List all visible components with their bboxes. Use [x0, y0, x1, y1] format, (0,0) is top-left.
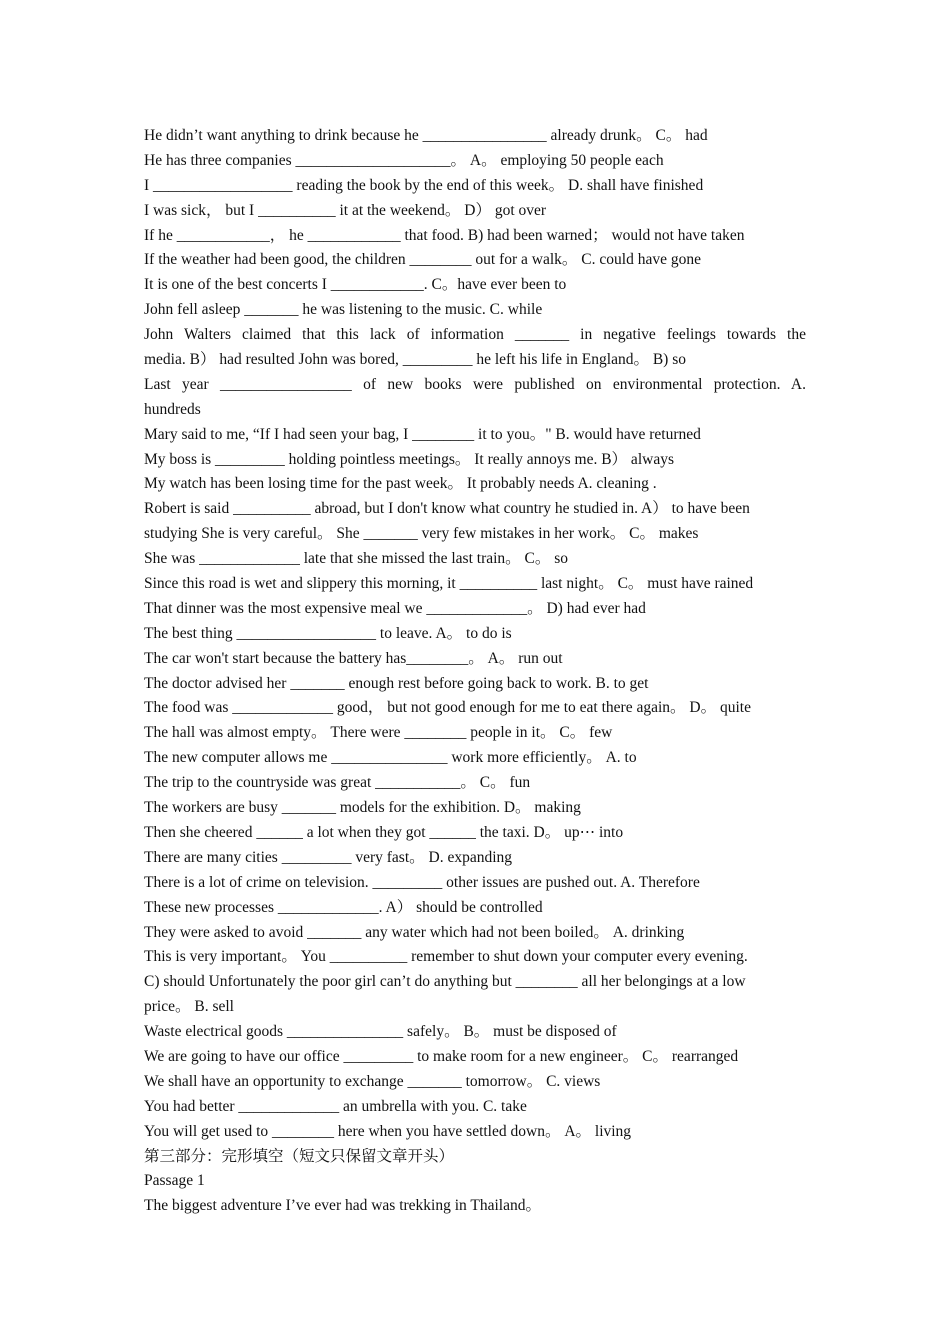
- text-line: The doctor advised her _______ enough rest before going back to work. B. to get: [144, 674, 649, 692]
- text-line: He didn’t want anything to drink because he ________________ already drunk。 C。 had: [144, 127, 708, 144]
- text-line: You had better _____________ an umbrella with you. C. take: [144, 1097, 527, 1115]
- text-line: My boss is _________ holding pointless meetings。 It really annoys me. B） always: [144, 450, 674, 468]
- text-line: He has three companies ____________________。 A。 employing 50 people each: [144, 151, 664, 169]
- text-line: There is a lot of crime on television. _________ other issues are pushed out. A. Therefore: [144, 873, 700, 891]
- text-line: The food was _____________ good， but not good enough for me to eat there again。 D。 quite: [144, 699, 751, 717]
- text-line: Waste electrical goods _______________ safely。 B。 must be disposed of: [144, 1023, 617, 1041]
- text-line: Last year _________________ of new books were published on environmental protection. A.: [144, 375, 806, 393]
- text-line: This is very important。 You __________ remember to shut down your computer every evening.: [144, 948, 748, 966]
- text-line: The hall was almost empty。 There were ________ people in it。 C。 few: [144, 724, 613, 742]
- section-heading: 第三部分：完形填空（短文只保留文章开头）: [144, 1147, 455, 1165]
- passage-title: Passage 1: [144, 1172, 205, 1190]
- text-line: She was _____________ late that she missed the last train。 C。 so: [144, 550, 569, 568]
- text-line: The best thing __________________ to leave. A。 to do is: [144, 624, 512, 642]
- text-line: These new processes _____________. A） should be controlled: [144, 898, 543, 916]
- text-line: The workers are busy _______ models for the exhibition. D。 making: [144, 799, 581, 817]
- text-line: The car won't start because the battery has________。 A。 run out: [144, 649, 563, 667]
- text-line: If the weather had been good, the children ________ out for a walk。 C. could have gone: [144, 251, 701, 269]
- text-line: We shall have an opportunity to exchange _______ tomorrow。 C. views: [144, 1072, 601, 1090]
- text-line: If he ____________， he ____________ that food. B) had been warned； would not have taken: [144, 226, 745, 244]
- text-line: hundreds: [144, 400, 201, 418]
- text-line: media. B） had resulted John was bored, _________ he left his life in England。 B) so: [144, 351, 686, 369]
- text-line: They were asked to avoid _______ any water which had not been boiled。 A. drinking: [144, 923, 685, 941]
- text-line: My watch has been losing time for the past week。 It probably needs A. cleaning .: [144, 475, 657, 493]
- text-line: It is one of the best concerts I ____________. C。have ever been to: [144, 276, 567, 294]
- text-line: We are going to have our office _________ to make room for a new engineer。 C。 rearranged: [144, 1047, 739, 1065]
- document-page: [144, 124, 806, 1219]
- text-line: John fell asleep _______ he was listening to the music. C. while: [144, 301, 543, 319]
- text-line: The new computer allows me _______________ work more efficiently。 A. to: [144, 749, 637, 767]
- text-line: Mary said to me, “If I had seen your bag, I ________ it to you。" B. would have returned: [144, 425, 701, 443]
- text-line: Since this road is wet and slippery this morning, it __________ last night。 C。 must have rained: [144, 575, 754, 593]
- text-line: The trip to the countryside was great ___________。 C。 fun: [144, 774, 531, 792]
- text-line: That dinner was the most expensive meal we _____________。 D) had ever had: [144, 599, 646, 617]
- text-line: I __________________ reading the book by the end of this week。 D. shall have finished: [144, 176, 704, 194]
- text-line: Then she cheered ______ a lot when they got ______ the taxi. D。 up⋯ into: [144, 823, 624, 841]
- text-line: I was sick， but I __________ it at the weekend。 D） got over: [144, 201, 547, 219]
- text-line: studying She is very careful。 She _______ very few mistakes in her work。 C。 makes: [144, 525, 699, 543]
- text-line: There are many cities _________ very fast。 D. expanding: [144, 848, 513, 866]
- text-line: C) should Unfortunately the poor girl can’t do anything but ________ all her belongings at a low: [144, 973, 746, 991]
- text-line: The biggest adventure I’ve ever had was trekking in Thailand。: [144, 1197, 541, 1215]
- text-line: You will get used to ________ here when you have settled down。 A。 living: [144, 1122, 632, 1140]
- text-line: John Walters claimed that this lack of information _______ in negative feelings towards the: [144, 326, 806, 344]
- text-line: price。 B. sell: [144, 998, 234, 1016]
- text-line: Robert is said __________ abroad, but I don't know what country he studied in. A） to have been: [144, 500, 750, 518]
